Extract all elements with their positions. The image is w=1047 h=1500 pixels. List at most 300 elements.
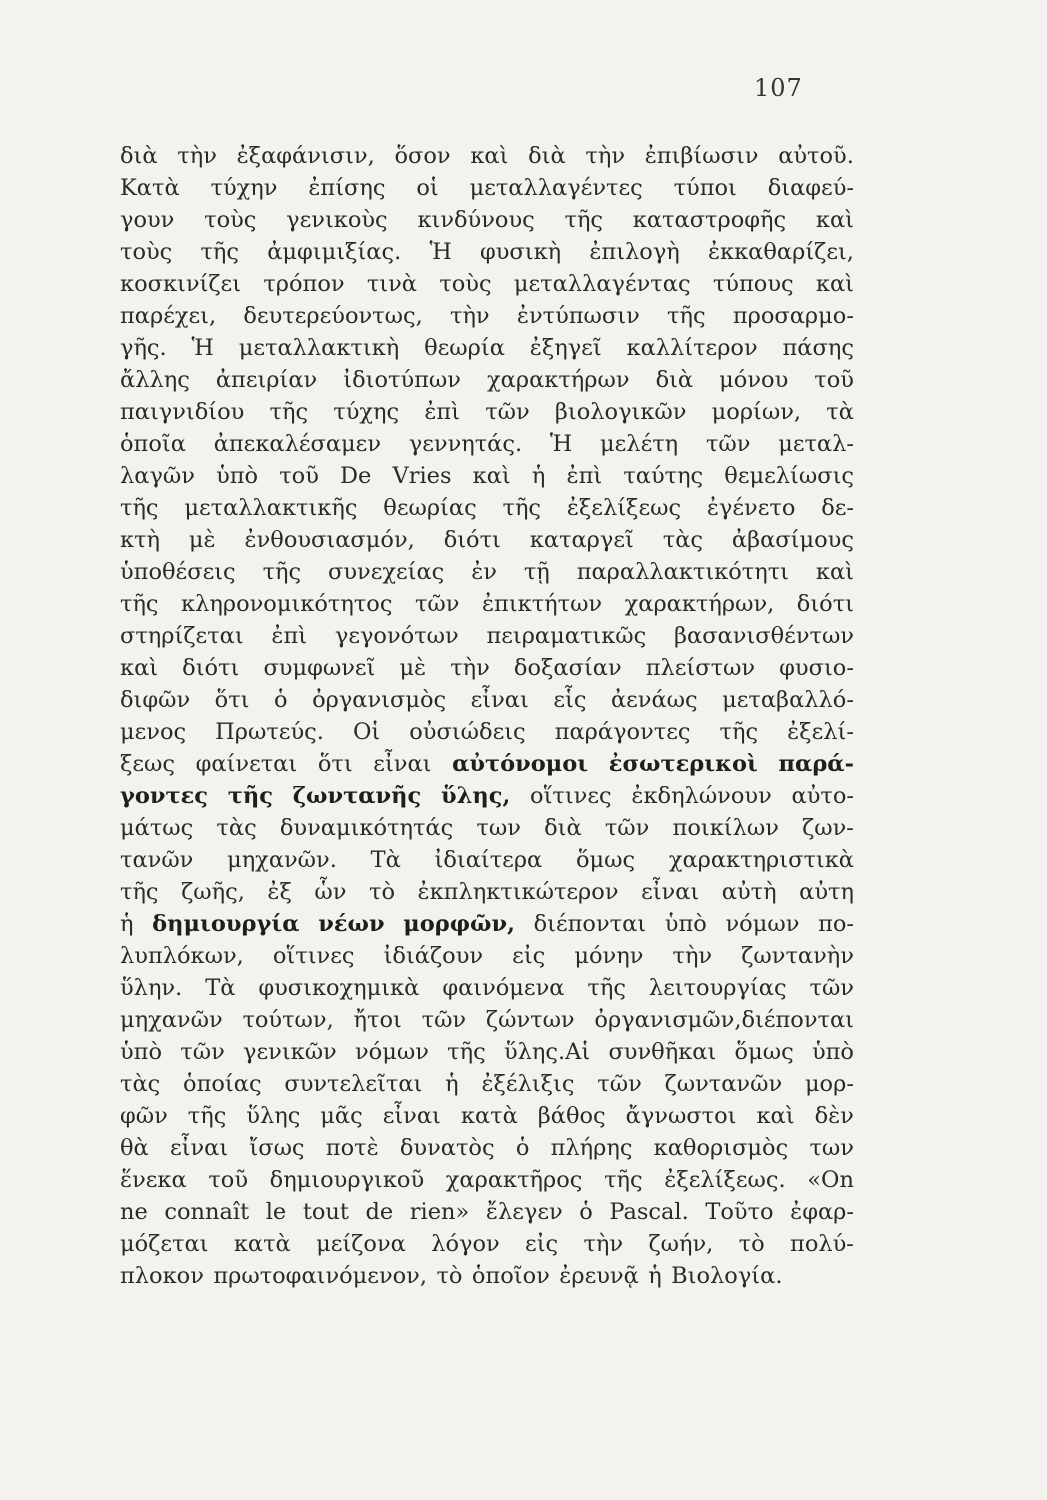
word: τῶν: [485, 399, 530, 425]
word: ἐκπληκτικώτερον: [417, 879, 619, 905]
word: τοὺς: [439, 271, 492, 297]
word: ἐξελίξεως: [566, 495, 682, 521]
word: δοξασίαν: [513, 655, 622, 681]
word: Ἡ: [549, 431, 573, 457]
word: διότι: [796, 591, 854, 617]
word: Κατὰ: [120, 175, 180, 201]
text-line: [120, 332, 854, 364]
word: χαρακτήρων,: [624, 591, 775, 617]
word: ἡ: [120, 911, 134, 937]
word: τῆς: [564, 207, 604, 233]
word: αὐτο-: [791, 783, 854, 809]
word: βάθος: [537, 1103, 606, 1129]
word: πλείστων: [645, 655, 756, 681]
word: ὁποῖον: [471, 1263, 550, 1289]
word: γενικῶν: [243, 1039, 337, 1065]
word: αὐτοῦ.: [778, 143, 854, 169]
word: εἷς: [553, 687, 587, 713]
word: ἄγνωστοι: [625, 1103, 737, 1129]
word: τῇ: [523, 559, 550, 585]
word: τὴν: [583, 1231, 624, 1257]
word: ὑπὸ: [216, 463, 259, 489]
word: ταύτης: [623, 463, 704, 489]
word: ὀργανισμὸς: [312, 687, 447, 713]
word: τύχης: [333, 399, 400, 425]
word: ὅτι: [317, 751, 353, 777]
word: τῆς: [667, 303, 706, 329]
word: θεμελίωσις: [724, 463, 854, 489]
word: καταστροφῆς: [632, 207, 787, 233]
word: διότι: [182, 655, 240, 681]
text-line: [120, 268, 854, 300]
word: τῆς: [269, 399, 309, 425]
word: των: [476, 815, 521, 841]
word: connaît: [164, 1199, 250, 1225]
body-text: [120, 140, 854, 1292]
word: τὸ: [436, 1263, 463, 1289]
word: ποικίλων: [672, 815, 779, 841]
text-line: [120, 1036, 854, 1068]
word: νόμων: [725, 911, 800, 937]
word: προσαρμο-: [732, 303, 854, 329]
text-line: [120, 236, 854, 268]
word: ἐξ: [267, 879, 292, 905]
word: ἰδιάζουν: [383, 943, 484, 969]
bold-word: αὐτόνομοι: [452, 751, 589, 777]
word: τῶν: [604, 815, 650, 841]
word: ζώντων: [485, 1007, 575, 1033]
word: δυναμικότητάς: [279, 815, 454, 841]
word: μεταλ-: [778, 431, 854, 457]
word: κινδύνους: [417, 207, 535, 233]
word: δημιουργικοῦ: [269, 1167, 425, 1193]
word: διὰ: [528, 143, 566, 169]
word: ξεως: [120, 751, 175, 777]
text-line: [120, 876, 854, 908]
word: καὶ: [815, 207, 854, 233]
word: ἴσως: [249, 1135, 305, 1161]
text-line: [120, 812, 854, 844]
word: ἔλεγεν: [485, 1199, 563, 1225]
bold-word: γοντες: [120, 783, 208, 809]
word: κληρονομικότητος: [181, 591, 393, 617]
word: ἀπειρίαν: [215, 367, 318, 393]
word: ὑποθέσεις: [120, 559, 236, 585]
word: καὶ: [815, 271, 854, 297]
word: ὁποίας: [183, 1071, 262, 1097]
word: γεγονότων: [334, 623, 459, 649]
word: τῆς: [120, 495, 159, 521]
word: μελέτη: [600, 431, 679, 457]
word: παράγοντες: [554, 719, 691, 745]
word: ζων-: [802, 815, 854, 841]
word: κατὰ: [233, 1231, 291, 1257]
word: εἰς: [525, 1231, 559, 1257]
word: μορίων,: [711, 399, 802, 425]
text-line: [120, 140, 854, 172]
word: τῆς: [120, 591, 159, 617]
word: De: [340, 463, 372, 489]
word: μεταλλαγέντες: [469, 175, 643, 201]
text-line: [120, 908, 854, 940]
word: πειραματικῶς: [486, 623, 647, 649]
word: ἡ: [648, 1263, 662, 1289]
text-line: [120, 524, 854, 556]
word: ἐπιλογὴ: [589, 239, 680, 265]
word: ne: [120, 1199, 148, 1225]
word: μεταλλακτικὴ: [238, 335, 400, 361]
word: καλλίτερον: [626, 335, 758, 361]
word: θεωρίας: [383, 495, 477, 521]
word: ὁ: [579, 1199, 593, 1225]
word: διαφεύ-: [767, 175, 854, 201]
text-line: [120, 428, 854, 460]
word: ὑπὸ: [664, 911, 707, 937]
word: ὑπὸ: [811, 1039, 854, 1065]
text-line: [120, 1004, 854, 1036]
word: ἡ: [531, 463, 546, 489]
text-line: [120, 684, 854, 716]
word: μεταλλακτικῆς: [184, 495, 358, 521]
word: ὅτι: [214, 687, 250, 713]
word: φυσικοχημικὰ: [258, 975, 420, 1001]
word: εἶναι: [470, 687, 529, 713]
word: ἐπὶ: [271, 623, 308, 649]
word: τινὰ: [366, 271, 418, 297]
word: γουν: [120, 207, 175, 233]
text-line: [120, 460, 854, 492]
text-line: [120, 780, 854, 812]
text-line: [120, 588, 854, 620]
word: συμφωνεῖ: [263, 655, 376, 681]
word: ὅσον: [394, 143, 451, 169]
word: κοσκινίζει: [120, 271, 242, 297]
word: εἶναι: [169, 1135, 229, 1161]
word: ὁποῖα: [120, 431, 186, 457]
bold-word: παρά-: [778, 751, 854, 777]
word: βασανισθέντων: [674, 623, 854, 649]
word: τῆς: [262, 559, 302, 585]
word: εἶναι: [641, 879, 700, 905]
text-line: [120, 1196, 854, 1228]
word: τῆς: [719, 719, 759, 745]
word: ἡ: [445, 1071, 459, 1097]
word: ἀενάως: [610, 687, 698, 713]
text-line: [120, 556, 854, 588]
word: ὕλης.Αἱ: [503, 1039, 591, 1065]
bold-word: τῆς: [227, 783, 273, 809]
word: ἐκκαθαρίζει,: [707, 239, 854, 265]
text-line: [120, 364, 854, 396]
word: τοῦ: [208, 1167, 248, 1193]
word: παρέχει,: [120, 303, 217, 329]
word: ἐξελί-: [787, 719, 854, 745]
word: ὁ: [274, 687, 288, 713]
text-line: [120, 940, 854, 972]
word: τῶν: [597, 1071, 642, 1097]
word: λυπλόκων,: [120, 943, 244, 969]
word: τῆς: [604, 1167, 643, 1193]
word: ἐνθουσιασμόν,: [244, 527, 415, 553]
word: τὰς: [120, 1071, 161, 1097]
word: ἐπὶ: [424, 399, 461, 425]
word: ἀβασίμους: [731, 527, 854, 553]
word: των: [809, 1135, 854, 1161]
word: ἐξηγεῖ: [529, 335, 602, 361]
word: τὸ: [369, 879, 395, 905]
text-line: [120, 620, 854, 652]
word: tout: [302, 1199, 349, 1225]
word: οὐσιώδεις: [409, 719, 526, 745]
word: παιγνιδίου: [120, 399, 245, 425]
word: τῆς: [502, 495, 542, 521]
bold-word: ζωντανῆς: [292, 783, 422, 809]
word: γεννητάς.: [408, 431, 523, 457]
word: οἵτινες: [272, 943, 355, 969]
word: φαινόμενα: [442, 975, 565, 1001]
word: Οἱ: [352, 719, 381, 745]
word: τῶν: [414, 591, 460, 617]
word: φυσιο-: [779, 655, 854, 681]
word: τὴν: [177, 143, 217, 169]
word: εἶναι: [382, 1103, 441, 1129]
text-line: [120, 748, 854, 780]
word: τὴν: [585, 143, 626, 169]
word: ἐπιβίωσιν: [644, 143, 759, 169]
word: Ἡ: [191, 335, 214, 361]
text-line: [120, 716, 854, 748]
word: Βιολογία.: [671, 1263, 783, 1289]
word: μάτως: [120, 815, 194, 841]
word: λειτουργίας: [648, 975, 787, 1001]
word: διὰ: [544, 815, 582, 841]
word: καθορισμὸς: [653, 1135, 789, 1161]
word: δε-: [821, 495, 854, 521]
word: τῆς: [187, 1103, 227, 1129]
word: μενος: [120, 719, 187, 745]
text-line: [120, 300, 854, 332]
word: ἐφαρ-: [790, 1199, 854, 1225]
word: τὴν: [672, 943, 713, 969]
word: τοὺς: [204, 207, 257, 233]
word: τὰς: [216, 815, 257, 841]
text-line: [120, 1132, 854, 1164]
word: ἐρευνᾷ: [559, 1263, 639, 1289]
word: «On: [807, 1167, 854, 1193]
word: Vries: [392, 463, 452, 489]
text-line: [120, 1228, 854, 1260]
word: τοὺς: [120, 239, 173, 265]
word: τῆς: [200, 239, 240, 265]
word: τύπους: [712, 271, 794, 297]
word: λαγῶν: [120, 463, 195, 489]
word: κτὴ: [120, 527, 160, 553]
page-number: 107: [754, 74, 803, 102]
word: ἐντύπωσιν: [516, 303, 640, 329]
word: ἐπὶ: [566, 463, 603, 489]
word: τὸ: [738, 1231, 765, 1257]
word: τῆς: [120, 879, 159, 905]
word: τῆς: [447, 1039, 486, 1065]
word: πο-: [818, 911, 854, 937]
word: καταργεῖ: [529, 527, 634, 553]
word: παραλλακτικότητι: [576, 559, 789, 585]
word: ζωῆς,: [181, 879, 245, 905]
word: καὶ: [756, 1103, 795, 1129]
word: μόνου: [719, 367, 789, 393]
word: Τοῦτο: [705, 1199, 774, 1225]
word: ὅμως: [734, 1039, 794, 1065]
text-line: [120, 1100, 854, 1132]
word: μᾶς: [320, 1103, 363, 1129]
word: τὰ: [826, 399, 854, 425]
word: μηχανῶν: [120, 1007, 223, 1033]
word: Τὰ: [370, 847, 401, 873]
word: ποτὲ: [325, 1135, 379, 1161]
word: διότι: [443, 527, 501, 553]
word: ἤτοι: [353, 1007, 402, 1033]
word: γενικοὺς: [286, 207, 388, 233]
word: ὕλης: [246, 1103, 301, 1129]
word: αὐτη: [799, 879, 854, 905]
word: ὁ: [515, 1135, 530, 1161]
word: Ἡ: [429, 239, 452, 265]
word: οἱ: [416, 175, 439, 201]
word: Τὰ: [205, 975, 236, 1001]
word: πλήρης: [550, 1135, 633, 1161]
word: ἐγένετο: [706, 495, 796, 521]
word: le: [265, 1199, 287, 1225]
word: πρωτοφαινόμενον,: [213, 1263, 428, 1289]
text-line: [120, 652, 854, 684]
word: ζωντανὴν: [741, 943, 854, 969]
word: ἐν: [471, 559, 497, 585]
word: μηχανῶν.: [227, 847, 337, 873]
word: ἐπίσης: [308, 175, 386, 201]
word: ἄλλης: [120, 367, 190, 393]
word: ἀπεκαλέσαμεν: [213, 431, 382, 457]
word: λόγον: [431, 1231, 500, 1257]
word: ἀμφιμιξίας.: [267, 239, 402, 265]
word: εἶναι: [373, 751, 432, 777]
word: συντελεῖται: [284, 1071, 423, 1097]
word: πολύ-: [790, 1231, 854, 1257]
word: κατὰ: [460, 1103, 518, 1129]
word: τῶν: [809, 975, 854, 1001]
word: τῆς: [587, 975, 626, 1001]
word: φαίνεται: [195, 751, 298, 777]
word: ὕλην.: [120, 975, 183, 1001]
text-line: [120, 972, 854, 1004]
word: ὅμως: [575, 847, 636, 873]
bold-word: δημιουργία: [152, 911, 300, 937]
word: ἐπικτήτων: [481, 591, 603, 617]
word: συνθῆκαι: [608, 1039, 717, 1065]
word: θὰ: [120, 1135, 149, 1161]
word: μεταβαλλό-: [722, 687, 854, 713]
word: εἰς: [512, 943, 546, 969]
word: ἰδιαίτερα: [434, 847, 543, 873]
word: φυσικὴ: [479, 239, 562, 265]
word: τὴν: [450, 303, 490, 329]
text-line: [120, 1164, 854, 1196]
word: τῶν: [180, 1039, 225, 1065]
word: πάσης: [782, 335, 854, 361]
word: τρόπον: [263, 271, 345, 297]
word: διέπονται: [533, 911, 647, 937]
text-line: [120, 492, 854, 524]
word: ἰδιοτύπων: [343, 367, 461, 393]
word: μόνην: [574, 943, 644, 969]
word: Pascal.: [609, 1199, 689, 1225]
word: ἐξαφάνισιν,: [236, 143, 375, 169]
word: Πρωτεύς.: [215, 719, 324, 745]
bold-word: μορφῶν,: [403, 911, 515, 937]
word: καὶ: [815, 559, 854, 585]
word: τούτων,: [242, 1007, 334, 1033]
word: μόζεται: [120, 1231, 209, 1257]
word: οἵτινες: [530, 783, 612, 809]
word: γῆς.: [120, 335, 167, 361]
text-line: [120, 396, 854, 428]
word: συνεχείας: [328, 559, 445, 585]
word: ἐξέλιξις: [481, 1071, 575, 1097]
word: τοῦ: [279, 463, 319, 489]
word: τὰς: [662, 527, 703, 553]
word: δυνατὸς: [399, 1135, 495, 1161]
bold-word: νέων: [318, 911, 385, 937]
word: τύποι: [673, 175, 737, 201]
word: δευτερεύοντως,: [243, 303, 423, 329]
word: ζωντανῶν: [664, 1071, 783, 1097]
word: ἐξελίξεως.: [664, 1167, 786, 1193]
text-line: [120, 844, 854, 876]
word: ὀργανισμῶν,διέπονται: [594, 1007, 854, 1033]
word: μορ-: [804, 1071, 854, 1097]
word: ὧν: [314, 879, 347, 905]
word: μείζονα: [316, 1231, 406, 1257]
word: καὶ: [120, 655, 159, 681]
word: δὲν: [814, 1103, 854, 1129]
bold-word: ὕλης,: [441, 783, 511, 809]
bold-word: ἐσωτερικοὶ: [608, 751, 758, 777]
word: μὲ: [399, 655, 427, 681]
word: τῶν: [705, 431, 751, 457]
word: χαρακτηριστικὰ: [668, 847, 854, 873]
word: αὐτὴ: [721, 879, 777, 905]
word: διὰ: [120, 143, 158, 169]
word: τανῶν: [120, 847, 194, 873]
word: μεταλλαγέντας: [513, 271, 691, 297]
word: βιολογικῶν: [554, 399, 687, 425]
word: ὑπὸ: [120, 1039, 163, 1065]
word: νόμων: [355, 1039, 429, 1065]
word: τύχην: [210, 175, 278, 201]
text-line: [120, 1260, 854, 1292]
text-line: [120, 172, 854, 204]
text-line: [120, 1068, 854, 1100]
word: διὰ: [655, 367, 694, 393]
word: χαρακτῆρος: [445, 1167, 583, 1193]
word: rien»: [409, 1199, 470, 1225]
word: τὴν: [450, 655, 490, 681]
word: καὶ: [472, 463, 511, 489]
word: ζωήν,: [648, 1231, 714, 1257]
word: τοῦ: [814, 367, 854, 393]
word: στηρίζεται: [120, 623, 244, 649]
word: θεωρία: [424, 335, 505, 361]
word: χαρακτήρων: [487, 367, 630, 393]
